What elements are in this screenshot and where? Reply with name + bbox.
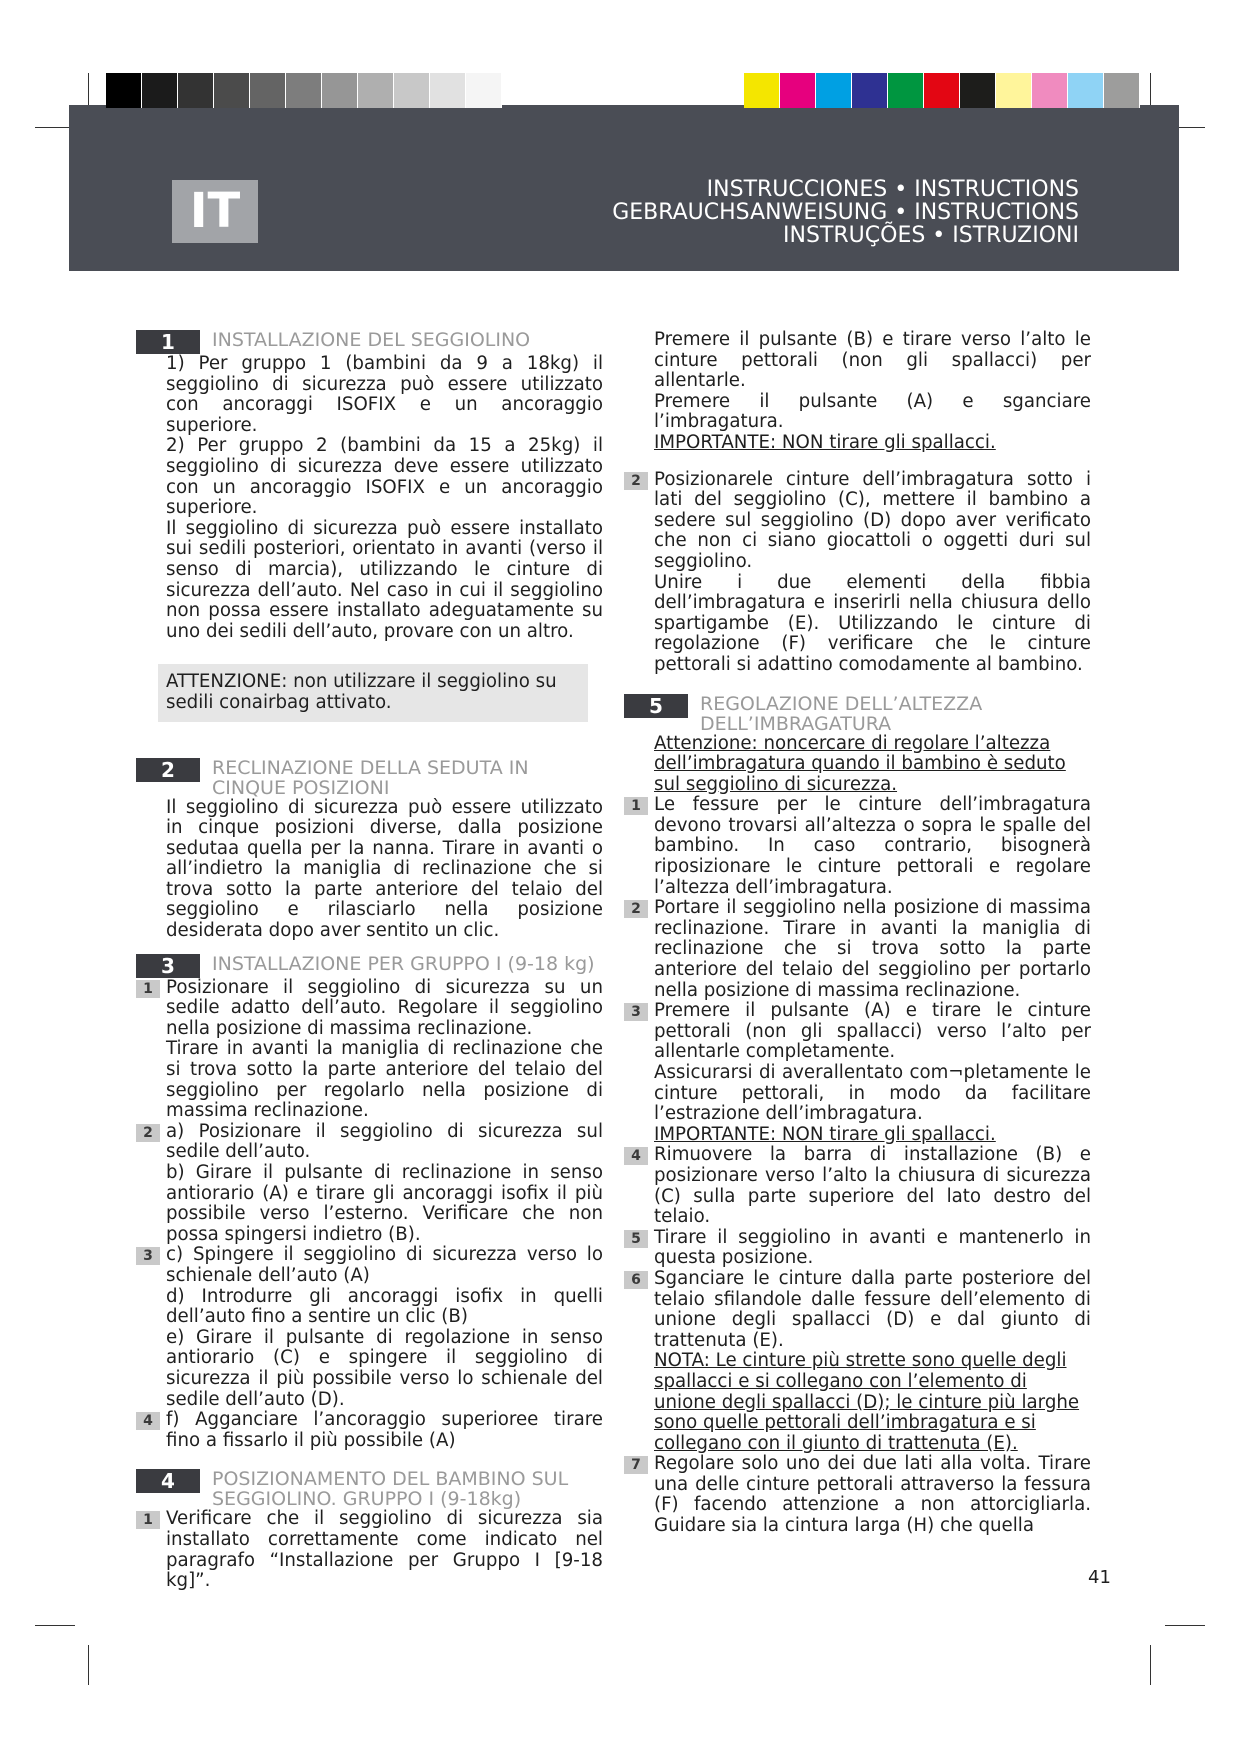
section-number-badge: 5 [624,694,688,718]
step-item [631,1267,1091,1454]
color-swatch [852,73,888,108]
step-badge: 2 [136,1124,160,1142]
section-number-badge: 2 [136,758,200,782]
right-column [631,329,1091,1537]
color-swatch [142,73,178,108]
page-number: 41 [1088,1567,1111,1588]
paragraph: Regolare solo uno dei due lati alla volta. Tirare una delle cinture pettorali attraverso la fessura (F) facendo attenzione a non attorcigliarla. Guidare sia la cintura larga (H) che quella [654,1453,1091,1537]
step-badge: 1 [624,797,648,815]
header-title-line: GEBRAUCHSANWEISUNG • INSTRUCTIONS [612,200,1079,225]
attention-note: Attenzione: noncercare di regolare l’altezza dell’imbragatura quando il bambino è seduto sul seggiolino di sicurezza. [654,732,1066,795]
paragraph: a) Posizionare il seggiolino di sicurezza sul sedile dell’auto. [166,1120,603,1163]
paragraph: Premere il pulsante (B) e tirare verso l’alto le cinture pettorali (non gli spallacci) per allentarle. [654,329,1091,392]
crop-mark [88,1645,89,1685]
color-swatch [430,73,466,108]
paragraph: Portare il seggiolino nella posizione di massima reclinazione. Tirare in avanti la maniglia di reclinazione che si trova sotto la parte anteriore del telaio del seggiolino per portarlo nella posizione di massima reclinazione. [654,897,1091,1001]
step-item [143,1120,603,1246]
crop-mark [1165,1625,1205,1626]
step-item [143,1409,603,1451]
section-heading [136,1469,603,1509]
section-number-badge: 3 [136,954,200,978]
header-band [69,105,1179,271]
paragraph: Verificare che il seggiolino di sicurezza sia installato correttamente come indicato nel paragrafo “Installazione per Gruppo I [9-18 kg]”. [166,1508,603,1592]
header-titles [612,178,1079,247]
paragraph: Premere il pulsante (A) e tirare le cinture pettorali (non gli spallacci) verso l’alto per allentarle completamente. [654,1000,1091,1063]
paragraph: Premere il pulsante (A) e sganciare l’imbragatura. [654,390,1091,433]
paragraph: Assicurarsi di averallentato com¬pletamente le cinture pettorali, in modo da facilitare l’estrazione dell’imbragatura. [654,1062,1091,1125]
warning-text: ATTENZIONE: non utilizzare il seggiolino su sedili conairbag attivato. [166,671,557,713]
important-note: IMPORTANTE: NON tirare gli spallacci. [654,431,996,453]
step-item [143,1508,603,1592]
paragraph: f) Agganciare l’ancoraggio superioree tirare fino a fissarlo il più possibile (A) [166,1409,603,1451]
section-title: RECLINAZIONE DELLA SEDUTA IN CINQUE POSIZIONI [212,756,529,799]
section-title: INSTALLAZIONE DEL SEGGIOLINO [212,329,531,351]
header-title-line: INSTRUCCIONES • INSTRUCTIONS [706,177,1079,202]
color-swatch [960,73,996,108]
paragraph: 1) Per gruppo 1 (bambini da 9 a 18kg) il seggiolino di sicurezza può essere utilizzato con ancoraggi ISOFIX e un ancoraggio superiore. [166,353,603,436]
color-swatch [1104,73,1140,108]
paragraph: b) Girare il pulsante di reclinazione in senso antiorario (A) e tirare gli ancoraggi isofix il più possibile verso l’esterno. Verificare che non possa spingersi indietro (B). [166,1162,603,1245]
paragraph: Sganciare le cinture dalla parte posteriore del telaio sfilandole dalle fessure dell’elemento di unione degli spallacci (D) e dal giunto di trattenuta (E). [654,1267,1091,1351]
color-swatch [924,73,960,108]
left-column [143,329,603,1592]
paragraph: Le fessure per le cinture dell’imbragatura devono trovarsi all’altezza o sopra le spalle del bambino. In caso contrario, bisognerà riposizionare le cinture pettorali e regolare l’altezza dell’imbragatura. [654,794,1091,898]
section-heading [624,694,1091,734]
step-item [143,976,603,1122]
step-item [631,468,1091,676]
color-swatch [466,73,502,108]
section-title: POSIZIONAMENTO DEL BAMBINO SUL SEGGIOLINO. GRUPPO I (9-18kg) [212,1468,569,1511]
step-badge: 2 [624,900,648,918]
color-swatch [322,73,358,108]
paragraph: d) Introdurre gli ancoraggi isofix in quelli dell’auto fino a sentire un clic (B) [166,1285,603,1328]
paragraph: 2) Per gruppo 2 (bambini da 15 a 25kg) il seggiolino di sicurezza deve essere utilizzato con un ancoraggio ISOFIX e un ancoraggio superiore. [166,435,603,519]
color-swatch [816,73,852,108]
step-item [631,1000,1091,1145]
color-swatch [286,73,322,108]
step-item [631,794,1091,898]
step-badge: 2 [624,472,648,490]
note-text: NOTA: Le cinture più strette sono quelle degli spallacci e si collegano con l’elemento di unione degli spallacci (D); le cinture più larghe sono quelle pettorali dell’imbragatura e si collegano con il giunto di trattenuta (E). [654,1350,1080,1454]
step-badge: 3 [624,1003,648,1021]
section-number-badge: 4 [136,1469,200,1493]
color-swatch [358,73,394,108]
section-title: REGOLAZIONE DELL’ALTEZZA DELL’IMBRAGATURA [700,692,983,735]
paragraph: c) Spingere il seggiolino di sicurezza verso lo schienale dell’auto (A) [166,1244,603,1286]
color-swatch [214,73,250,108]
section-title: INSTALLAZIONE PER GRUPPO I (9-18 kg) [212,952,595,975]
crop-mark [35,1625,75,1626]
paragraph: Il seggiolino di sicurezza può essere installato sui sedili posteriori, orientato in avanti (verso il senso di marcia), utilizzando le cinture di sicurezza dell’auto. Nel caso in cui il seggiolino non possa essere installato adeguatamente su uno dei sedili dell’auto, provare con un altro. [166,517,603,642]
warning-box [158,664,588,721]
paragraph: Tirare in avanti la maniglia di reclinazione che si trova sotto la parte anteriore del telaio del seggiolino per regolarlo nella posizione di massima reclinazione. [166,1038,603,1122]
step-badge: 5 [624,1230,648,1248]
paragraph: Unire i due elementi della fibbia dell’imbragatura e inserirli nella chiusura dello spartigambe (E). Utilizzando le cinture di regolazione (F) verificare che le cinture pettorali si adattino comodamente al bambino. [654,571,1091,675]
paragraph: e) Girare il pulsante di regolazione in senso antiorario (C) e spingere il seggiolino di sicurezza il più possibile verso lo schienale del sedile dell’auto (D). [166,1326,603,1410]
color-swatch [1032,73,1068,108]
grayscale-calibration-strip [106,73,502,108]
important-note: IMPORTANTE: NON tirare gli spallacci. [654,1123,996,1145]
step-badge: 1 [136,980,160,998]
color-swatch [744,73,780,108]
color-swatch [178,73,214,108]
section-number-badge: 1 [136,330,200,354]
color-swatch [394,73,430,108]
header-title-line: INSTRUÇÕES • ISTRUZIONI [783,223,1079,248]
step-item [631,1226,1091,1269]
color-swatch [996,73,1032,108]
step-badge: 7 [624,1456,648,1474]
step-item [143,1244,603,1410]
step-item [631,1453,1091,1537]
paragraph: Rimuovere la barra di installazione (B) e posizionare verso l’alto la chiusura di sicurezza (C) sulla parte superiore del lato destro del telaio. [654,1144,1091,1228]
section-heading [136,954,603,978]
step-item [631,1144,1091,1228]
paragraph: Il seggiolino di sicurezza può essere utilizzato in cinque posizioni diverse, dalla posizione sedutaa quella per la nanna. Tirare in avanti o all’indietro la maniglia di reclinazione che si trova sotto la parte anteriore del telaio del seggiolino e rilasciarlo nella posizione desiderata dopo aver sentito un clic. [166,796,603,942]
color-swatch [106,73,142,108]
crop-mark [1150,1645,1151,1685]
color-swatch [1068,73,1104,108]
section-heading [136,330,603,354]
color-swatch [780,73,816,108]
step-badge: 3 [136,1247,160,1265]
paragraph: Posizionare il seggiolino di sicurezza su un sedile adatto dell’auto. Regolare il seggiolino nella posizione di massima reclinazione. [166,976,603,1039]
color-swatch [250,73,286,108]
paragraph: Tirare il seggiolino in avanti e mantenerlo in questa posizione. [654,1226,1091,1269]
color-calibration-strip [744,73,1140,108]
paragraph: Posizionarele cinture dell’imbragatura sotto i lati del seggiolino (C), mettere il bambino a sedere sul seggiolino (D) dopo aver verificato che non ci siano giocattoli o oggetti duri sul seggiolino. [654,468,1091,572]
step-item [631,897,1091,1001]
step-badge: 6 [624,1271,648,1289]
step-badge: 4 [136,1412,160,1430]
color-swatch [888,73,924,108]
language-code-box: IT [172,180,258,243]
step-badge: 1 [136,1511,160,1529]
step-badge: 4 [624,1147,648,1165]
section-heading [136,758,603,798]
